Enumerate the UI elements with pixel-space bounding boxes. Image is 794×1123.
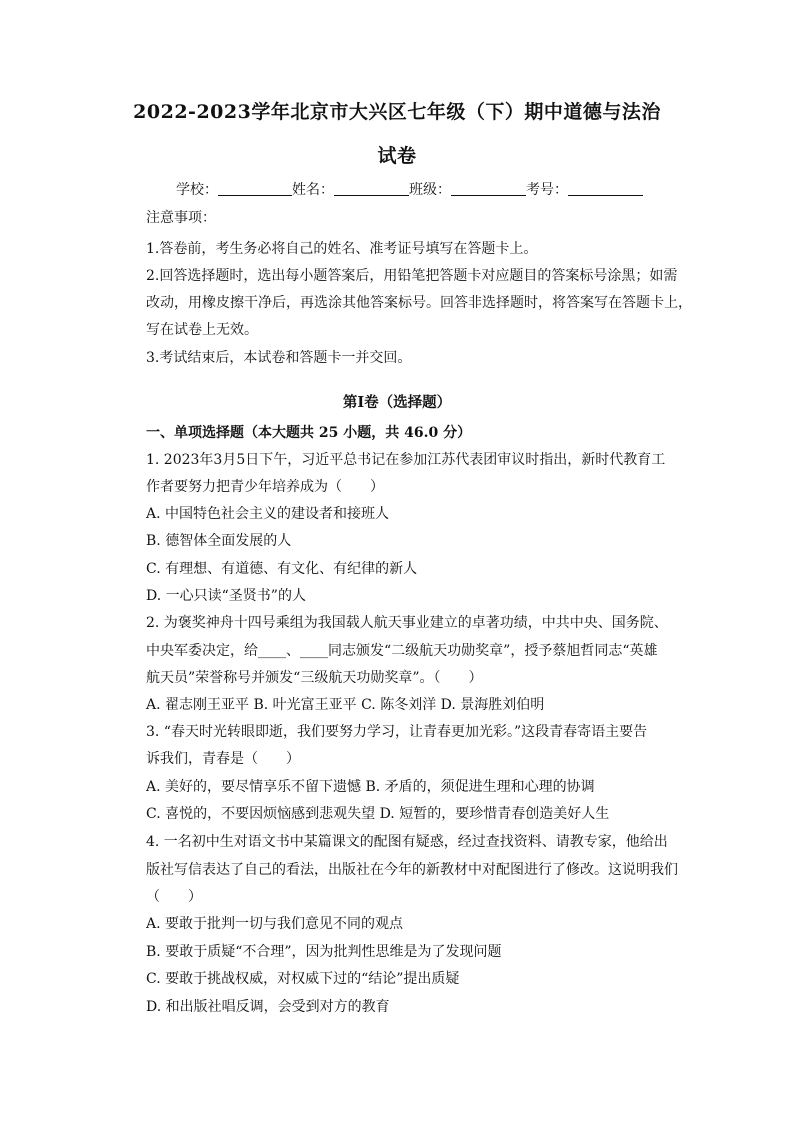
exam-title-line-1: 2022-2023学年北京市大兴区七年级（下）期中道德与法治 [133,101,661,123]
option-line: D. 一心只读“圣贤书”的人 [146,588,306,604]
notice-line: 改动，用橡皮擦干净后，再选涂其他答案标号。回答非选择题时，将答案写在答题卡上， [146,295,692,311]
notice-line: 2.回答选择题时，选出每小题答案后，用铅笔把答题卡对应题目的答案标号涂黑；如需 [146,268,678,284]
name-label: 姓名： [292,182,334,198]
option-line: C. 喜悦的，不要因烦恼感到悲观失望 D. 短暂的，要珍惜青春创造美好人生 [146,806,610,822]
name-blank[interactable] [334,181,409,196]
question-line: 2. 为褒奖神舟十四号乘组为我国载人航天事业建立的卓著功绩，中共中央、国务院、 [146,615,668,631]
option-line: D. 和出版社唱反调，会受到对方的教育 [146,999,390,1015]
question-line: 航天员”荣誉称号并颁发“三级航天功勋奖章”。（ ） [146,670,483,686]
question-line: 作者要努力把青少年培养成为（ ） [146,479,384,495]
question-line: 3. “春天时光转眼即逝，我们要努力学习，让青春更加光彩。”这段青春寄语主要告 [146,724,648,740]
question-line: 1. 2023年3月5日下午，习近平总书记在参加江苏代表团审议时指出，新时代教育工 [146,452,666,468]
question-line: （ ） [146,889,202,905]
school-blank[interactable] [218,181,292,196]
question-line: 版社写信表达了自己的看法，出版社在今年的新教材中对配图进行了修改。这说明我们 [146,862,678,878]
option-line: B. 德智体全面发展的人 [146,533,292,549]
notice-line: 3.考试结束后，本试卷和答题卡一并交回。 [146,350,412,366]
question-line: 中央军委决定，给____、____同志颁发“二级航天功勋奖章”，授予蔡旭哲同志“英雄 [146,643,658,659]
option-line: A. 要敢于批判一切与我们意见不同的观点 [146,916,404,932]
notice-heading: 注意事项： [146,210,216,226]
option-line: A. 美好的，要尽情享乐不留下遗憾 B. 矛盾的，须促进生理和心理的协调 [146,779,595,795]
option-line: C. 要敢于挑战权威，对权威下过的“结论”提出质疑 [146,971,460,987]
exam-number-label: 考号： [526,182,568,198]
option-line: C. 有理想、有道德、有文化、有纪律的新人 [146,561,418,577]
exam-title-line-2: 试卷 [377,145,417,167]
class-label: 班级： [409,182,451,198]
question-line: 诉我们，青春是（ ） [146,751,300,767]
option-line: A. 中国特色社会主义的建设者和接班人 [146,506,390,522]
exam-number-blank[interactable] [568,181,643,196]
section-title: 第I卷（选择题） [342,394,452,411]
student-info-row [176,179,643,199]
notice-line: 1.答卷前，考生务必将自己的姓名、准考证号填写在答题卡上。 [146,241,538,257]
option-line: B. 要敢于质疑“不合理”，因为批判性思维是为了发现问题 [146,944,502,960]
notice-line: 写在试卷上无效。 [146,322,258,338]
option-line: A. 翟志刚王亚平 B. 叶光富王亚平 C. 陈冬刘洋 D. 景海胜刘伯明 [146,697,545,713]
class-blank[interactable] [451,181,526,196]
part-heading: 一、单项选择题（本大题共 25 小题，共 46.0 分） [146,425,472,441]
question-line: 4. 一名初中生对语文书中某篇课文的配图有疑惑，经过查找资料、请教专家，他给出 [146,834,668,850]
school-label: 学校： [176,182,218,198]
